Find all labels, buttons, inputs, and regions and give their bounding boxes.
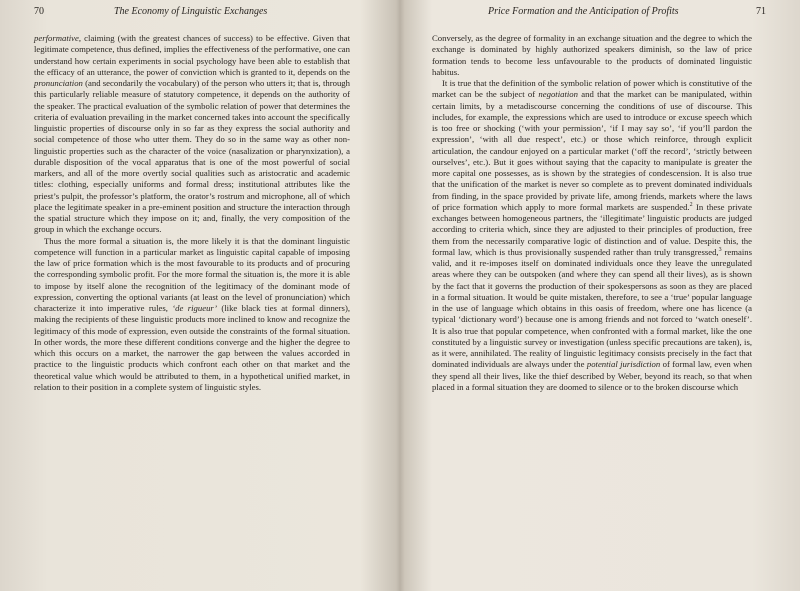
paragraph bbox=[432, 33, 752, 78]
text-run: of formal law, even when they spend all their lives, like the thief described by Weber, beyond its reach, so that when placed in a formal situation they are doomed to silence or to the broken discourse which bbox=[432, 359, 752, 392]
running-head: Price Formation and the Anticipation of Profits bbox=[488, 6, 679, 17]
text-run: remains valid, and it re-imposes itself on dominated individuals once they leave the unregulated areas where they can be outspoken (and where they can spend all their lives), as is shown by the fact that it governs the production of their spokespersons as soon as they are placed in a formal situation. It would be quite mistaken, therefore, to see a ‘true’ popular language in the use of language which obtains in this oasis of freedom, where one has licence (a typical ‘dictionary word’) because one is among friends and not forced to ‘watch oneself’. It is also true that popular competence, when confronted with a formal market, like the one constituted by a linguistic survey or investigation (unless specific precautions are taken), is, as it were, annihilated. The reality of linguistic legitimacy consists precisely in the fact that dominated individuals are always under the bbox=[432, 246, 752, 370]
text-run: Conversely, as the degree of formality in an exchange situation and the degree to which the exchange is dominated by highly authorized speakers diminish, so the law of price formation tends to become less unfavourable to the products of dominated linguistic habitus. bbox=[432, 33, 752, 77]
right-page-body bbox=[432, 33, 752, 393]
left-page-body bbox=[34, 33, 350, 393]
text-run: (and secondarily the vocabulary) of the person who utters it; that is, through this particularly reliable measure of statutory competence, it depends on the authority of the speaker. The practical evaluation of the symbolic relation of power that determines the criteria of evaluation prevailing in the market concerned takes into account the specifically linguistic properties of discourse only in so far as they express the social authority and social competence of those who utter them. They do so in the same way as other non-linguistic properties such as the character of the voice (nasalization or pharynxization), a durable disposition of the vocal apparatus that is one of the most powerful of social markers, and all of the more overtly social qualities such as aristocratic and academic titles: clothing, especially uniforms and formal dress; institutional attributes like the priest’s pulpit, the professor’s platform, the orator’s rostrum and microphone, all of which place the legitimate speaker in a pre-eminent position and structure the interaction through the spatial structure which they impose on it; and, finally, the very composition of the group in which the exchange occurs. bbox=[34, 78, 350, 235]
text-run: In these private exchanges between homogeneous partners, the ‘illegitimate’ linguistic products are judged according to criteria which, since they are adjusted to their principles of production, free them from the necessarily comparative logic of distinction and of value. Despite this, the formal law, which is thus provisionally suspended rather than truly transgressed, bbox=[432, 201, 752, 257]
footnote-marker: 3 bbox=[718, 246, 722, 253]
text-run: Thus the more formal a situation is, the more likely it is that the dominant linguistic competence will function in a particular market as linguistic capital capable of imposing the law of price formation which is the most favourable to its products and of procuring the corresponding symbolic profit. For the more formal the situation is, the more it is able to impose by itself alone the recognition of the legitimacy of the dominant mode of expression, converting the optional variants (at least on the level of pronunciation) which characterize it into imperative rules, bbox=[34, 235, 350, 313]
text-run: It is true that the definition of the symbolic relation of power which is constitutive of the market can be the subject of bbox=[432, 78, 752, 100]
right-page bbox=[400, 0, 800, 591]
text-run: (like black ties at formal dinners), making the recipients of these linguistic products more inclined to know and recognize the legitimacy of this mode of expression, even outside the constraints of the formal situation. In other words, the more these different conditions converge and the higher the degree to which this occurs on a market, the narrower the gap between the values accorded in practice to the linguistic products which confront each other on that market and the theoretical value which would be attributed to them, in a hypothetical unified market, in relation to their position in a complete system of linguistic styles. bbox=[34, 303, 351, 392]
running-head: The Economy of Linguistic Exchanges bbox=[114, 6, 268, 17]
text-run: and that the market can be manipulated, within certain limits, by a metadiscourse concerning the conditions of use of discourse. This includes, for example, the expressions which are used to introduce or excuse speech which is too free or shocking (‘with your permission’, ‘if I may say so’, ‘if you’ll pardon the expression’, ‘with all due respect’, etc.) or those which reinforce, through explicit articulation, the candour enjoyed on a particular market (‘off the record’, ‘strictly between ourselves’, etc.). But it goes without saying that the capacity to manipulate is greater the more capital one possesses, as is shown by the strategies of condescension. It is also true that the unification of the market is never so complete as to prevent dominated individuals from finding, in the space provided by private life, among friends, markets where the laws of price formation which apply to more formal markets are suspended. bbox=[432, 89, 752, 212]
footnote-marker: 2 bbox=[689, 201, 693, 208]
paragraph bbox=[432, 78, 752, 393]
italic-text: performative bbox=[34, 33, 79, 43]
page-number: 70 bbox=[34, 6, 44, 17]
page-number: 71 bbox=[756, 6, 766, 17]
italic-text: pronunciation bbox=[34, 78, 83, 88]
italic-text: potential jurisdiction bbox=[586, 359, 661, 370]
italic-text: negotiation bbox=[538, 89, 578, 100]
paragraph bbox=[34, 236, 350, 394]
text-run: , claiming (with the greatest chances of success) to be effective. Given that legitimate competence, thus defined, implies the effectiveness of the performative, one can understand how certain experiments in social psychology have been able to establish that the efficacy of an utterance, the power of conviction which is granted to it, depends on the bbox=[34, 33, 350, 77]
italic-text: ‘de rigueur’ bbox=[172, 303, 218, 313]
paragraph bbox=[34, 33, 350, 236]
